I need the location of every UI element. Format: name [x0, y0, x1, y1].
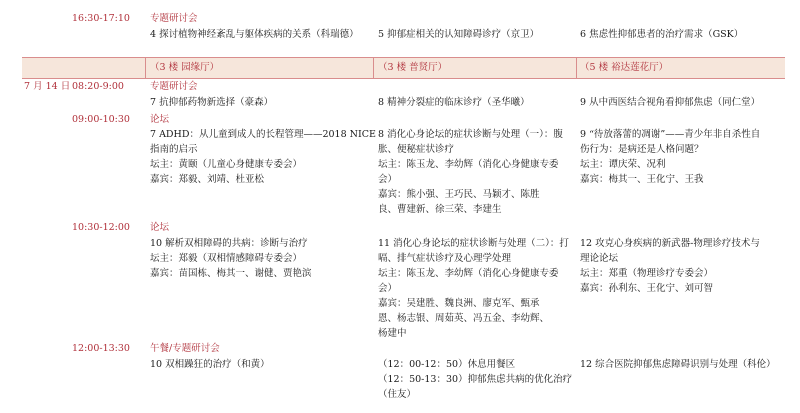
session-line: 9 “待放落蕾的凋谢”——青少年非自杀性自	[580, 129, 761, 140]
session-line: 会）	[378, 174, 398, 185]
session-line: 7 ADHD：从儿童到成人的长程管理——2018 NICE	[150, 129, 376, 140]
session-line: 坛主：郑毅（双相情感障碍专委会）	[150, 253, 303, 264]
session-item: 5 抑郁症相关的认知障碍诊疗（京卫）	[378, 29, 540, 40]
session-line: 坛主：黄颐（儿童心身健康专委会）	[150, 159, 303, 170]
session-time: 08:20-9:00	[72, 81, 124, 92]
session-line: （12：50-13：30）抑郁焦虑共病的优化治疗	[378, 374, 573, 385]
session-line: 嘉宾：熊小强、王巧民、马颖才、陈胜	[378, 189, 540, 200]
divider	[576, 58, 577, 78]
session-line: 嘉宾：孙利东、王化宁、刘可智	[580, 283, 714, 294]
session-line: 会）	[378, 283, 398, 294]
session-item: 6 焦虑性抑郁患者的治疗需求（GSK）	[580, 29, 744, 40]
session-line: 理论论坛	[580, 253, 619, 264]
session-time: 10:30-12:00	[72, 222, 130, 233]
session-line: 嘉宾：吴建胜、魏良洲、廖克军、甄承	[378, 298, 540, 309]
session-type: 专题研讨会	[150, 81, 198, 92]
divider	[22, 78, 785, 79]
session-item: 8 精神分裂症的临床诊疗（圣华曦）	[378, 97, 530, 108]
divider	[373, 58, 374, 78]
session-time: 09:00-10:30	[72, 114, 130, 125]
session-line: 8 消化心身论坛的症状诊断与处理（一）：腹	[378, 129, 563, 140]
session-line: 嘉宾：郑毅、刘靖、杜亚松	[150, 174, 265, 185]
session-line: 胀、便秘症状诊疗	[378, 144, 455, 155]
session-line: 10 解析双相障碍的共病：诊断与治疗	[150, 238, 308, 249]
session-line: 坛主：郑重（物理诊疗专委会）	[580, 268, 714, 279]
session-type: 论坛	[150, 114, 170, 125]
session-type: 专题研讨会	[150, 13, 198, 24]
venue-label: （3 楼 普贤厅）	[378, 62, 448, 73]
session-item: 10 双相躁狂的治疗（和黄）	[150, 359, 270, 370]
session-line: 指南的启示	[150, 144, 198, 155]
session-line: 良、曹建新、徐三荣、李建生	[378, 204, 502, 215]
session-line: 坛主：谭庆荣、况利	[580, 159, 666, 170]
session-item: 9 从中西医结合视角看抑郁焦虑（同仁堂）	[580, 97, 761, 108]
session-type: 论坛	[150, 222, 170, 233]
session-line: 嘉宾：梅其一、王化宁、王我	[580, 174, 704, 185]
session-line: 坛主：陈玉龙、李幼辉（消化心身健康专委	[378, 268, 559, 279]
session-line: 嘉宾：苗国栋、梅其一、谢健、贾艳滨	[150, 268, 312, 279]
day-label: 7 月 14 日	[24, 81, 71, 92]
session-line: 12 攻克心身疾病的新武器-物理诊疗技术与	[580, 238, 760, 249]
divider	[145, 58, 146, 78]
session-line: 坛主：陈玉龙、李幼辉（消化心身健康专委	[378, 159, 559, 170]
session-line: 伤行为：是病还是人格问题？	[580, 144, 704, 155]
session-line: 嗝、排气症状诊疗及心理学处理	[378, 253, 512, 264]
session-item: 4 探讨植物神经紊乱与躯体疾病的关系（科瑞德）	[150, 29, 359, 40]
session-item: 12 综合医院抑郁焦虑障碍识别与处理（科伦）	[580, 359, 776, 370]
session-time: 16:30-17:10	[72, 13, 130, 24]
session-line: 杨建中	[378, 328, 407, 339]
session-type: 午餐/专题研讨会	[150, 343, 220, 354]
session-line: 恩、杨志银、周茹英、冯五金、李幼辉、	[378, 313, 550, 324]
session-line: （12：00-12：50）休息用餐区	[378, 359, 516, 370]
venue-label: （3 楼 园缘厅）	[150, 62, 220, 73]
session-time: 12:00-13:30	[72, 343, 130, 354]
session-item: 7 抗抑郁药物新选择（豪森）	[150, 97, 274, 108]
session-line: 11 消化心身论坛的症状诊断与处理（二）：打	[378, 238, 569, 249]
venue-label: （5 楼 裕达莲花厅）	[580, 62, 669, 73]
session-line: （住友）	[378, 389, 417, 400]
